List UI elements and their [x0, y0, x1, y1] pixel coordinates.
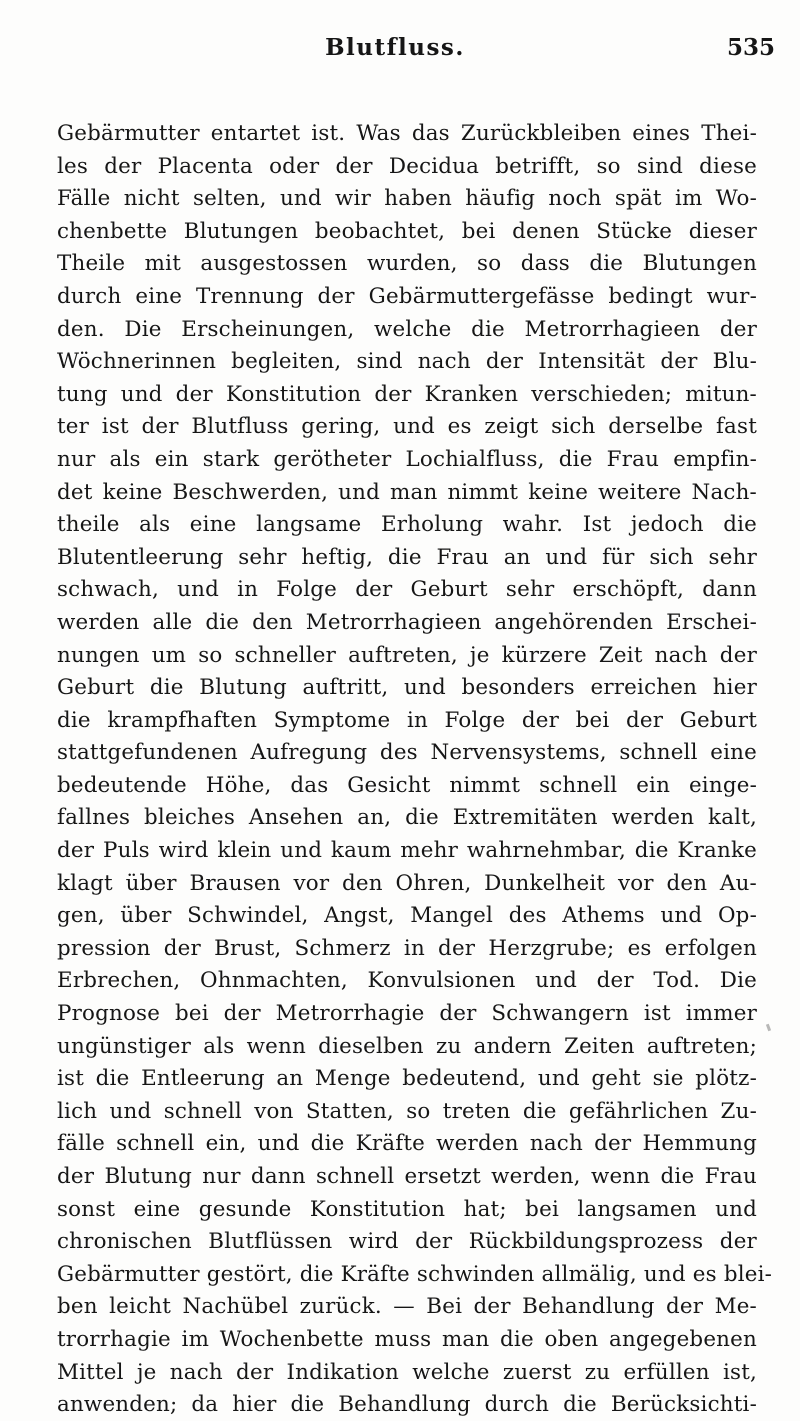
text-line: die krampfhaften Symptome in Folge der bei der Geburt [57, 707, 757, 733]
text-line: ben leicht Nachübel zurück. — Bei der Behandlung der Me- [57, 1294, 757, 1320]
text-line: bedeutende Höhe, das Gesicht nimmt schnell ein einge- [57, 772, 757, 798]
running-title: Blutfluss. [325, 34, 465, 61]
text-line: tung und der Konstitution der Kranken verschieden; mitun- [57, 381, 757, 407]
text-line: schwach, und in Folge der Geburt sehr erschöpft, dann [57, 577, 757, 603]
running-header [110, 28, 775, 68]
text-line: werden alle die den Metrorrhagieen angehörenden Erschei- [57, 609, 757, 635]
text-line: theile als eine langsame Erholung wahr. Ist jedoch die [57, 512, 757, 538]
text-line: Fälle nicht selten, und wir haben häufig noch spät im Wo- [57, 186, 757, 212]
text-line: trorrhagie im Wochenbette muss man die oben angegebenen [57, 1326, 757, 1352]
text-line: der Blutung nur dann schnell ersetzt werden, wenn die Frau [57, 1164, 757, 1189]
text-line: nur als ein stark gerötheter Lochialfluss, die Frau empfin- [57, 446, 757, 472]
text-line: ungünstiger als wenn dieselben zu andern Zeiten auftreten; [57, 1033, 757, 1059]
text-line: Prognose bei der Metrorrhagie der Schwangern ist immer [57, 1001, 757, 1027]
body-text [57, 118, 773, 1422]
text-line: anwenden; da hier die Behandlung durch die Berücksichti- [57, 1392, 757, 1418]
text-line: durch eine Trennung der Gebärmuttergefässe bedingt wur- [57, 283, 757, 309]
text-line: ter ist der Blutfluss gering, und es zeigt sich derselbe fast [57, 414, 757, 440]
text-line: fallnes bleiches Ansehen an, die Extremitäten werden kalt, [57, 805, 757, 831]
text-line: Geburt die Blutung auftritt, und besonders erreichen hier [57, 675, 757, 701]
text-line: lich und schnell von Statten, so treten die gefährlichen Zu- [57, 1098, 757, 1124]
text-line: Wöchnerinnen begleiten, sind nach der Intensität der Blu- [57, 349, 757, 375]
text-line: Mittel je nach der Indikation welche zuerst zu erfüllen ist, [57, 1359, 757, 1385]
text-line: nungen um so schneller auftreten, je kürzere Zeit nach der [57, 642, 757, 668]
text-line: chronischen Blutflüssen wird der Rückbildungsprozess der [57, 1229, 757, 1255]
text-line: stattgefundenen Aufregung des Nervensystems, schnell eine [57, 740, 757, 766]
paper-speck [766, 1024, 771, 1032]
text-line: pression der Brust, Schmerz in der Herzgrube; es erfolgen [57, 935, 757, 961]
page-number: 535 [726, 34, 775, 61]
text-line: Gebärmutter entartet ist. Was das Zurückbleiben eines Thei- [57, 121, 757, 146]
text-line: Blutentleerung sehr heftig, die Frau an und für sich sehr [57, 544, 757, 570]
text-line: der Puls wird klein und kaum mehr wahrnehmbar, die Kranke [57, 838, 757, 864]
text-line: det keine Beschwerden, und man nimmt keine weitere Nach- [57, 479, 757, 505]
text-line: ist die Entleerung an Menge bedeutend, und geht sie plötz- [57, 1066, 757, 1092]
text-line: sonst eine gesunde Konstitution hat; bei langsamen und [57, 1196, 757, 1222]
text-line: den. Die Erscheinungen, welche die Metrorrhagieen der [57, 316, 757, 342]
text-line: Erbrechen, Ohnmachten, Konvulsionen und der Tod. Die [57, 968, 757, 994]
text-line: fälle schnell ein, und die Kräfte werden nach der Hemmung [57, 1131, 757, 1157]
text-line: Gebärmutter gestört, die Kräfte schwinden allmälig, und es blei- [57, 1261, 773, 1287]
text-line: chenbette Blutungen beobachtet, bei denen Stücke dieser [57, 218, 757, 244]
text-line: gen, über Schwindel, Angst, Mangel des Athems und Op- [57, 903, 757, 929]
text-line: les der Placenta oder der Decidua betrifft, so sind diese [57, 153, 757, 179]
text-line: Theile mit ausgestossen wurden, so dass die Blutungen [57, 251, 757, 277]
text-line: klagt über Brausen vor den Ohren, Dunkelheit vor den Au- [57, 870, 757, 896]
